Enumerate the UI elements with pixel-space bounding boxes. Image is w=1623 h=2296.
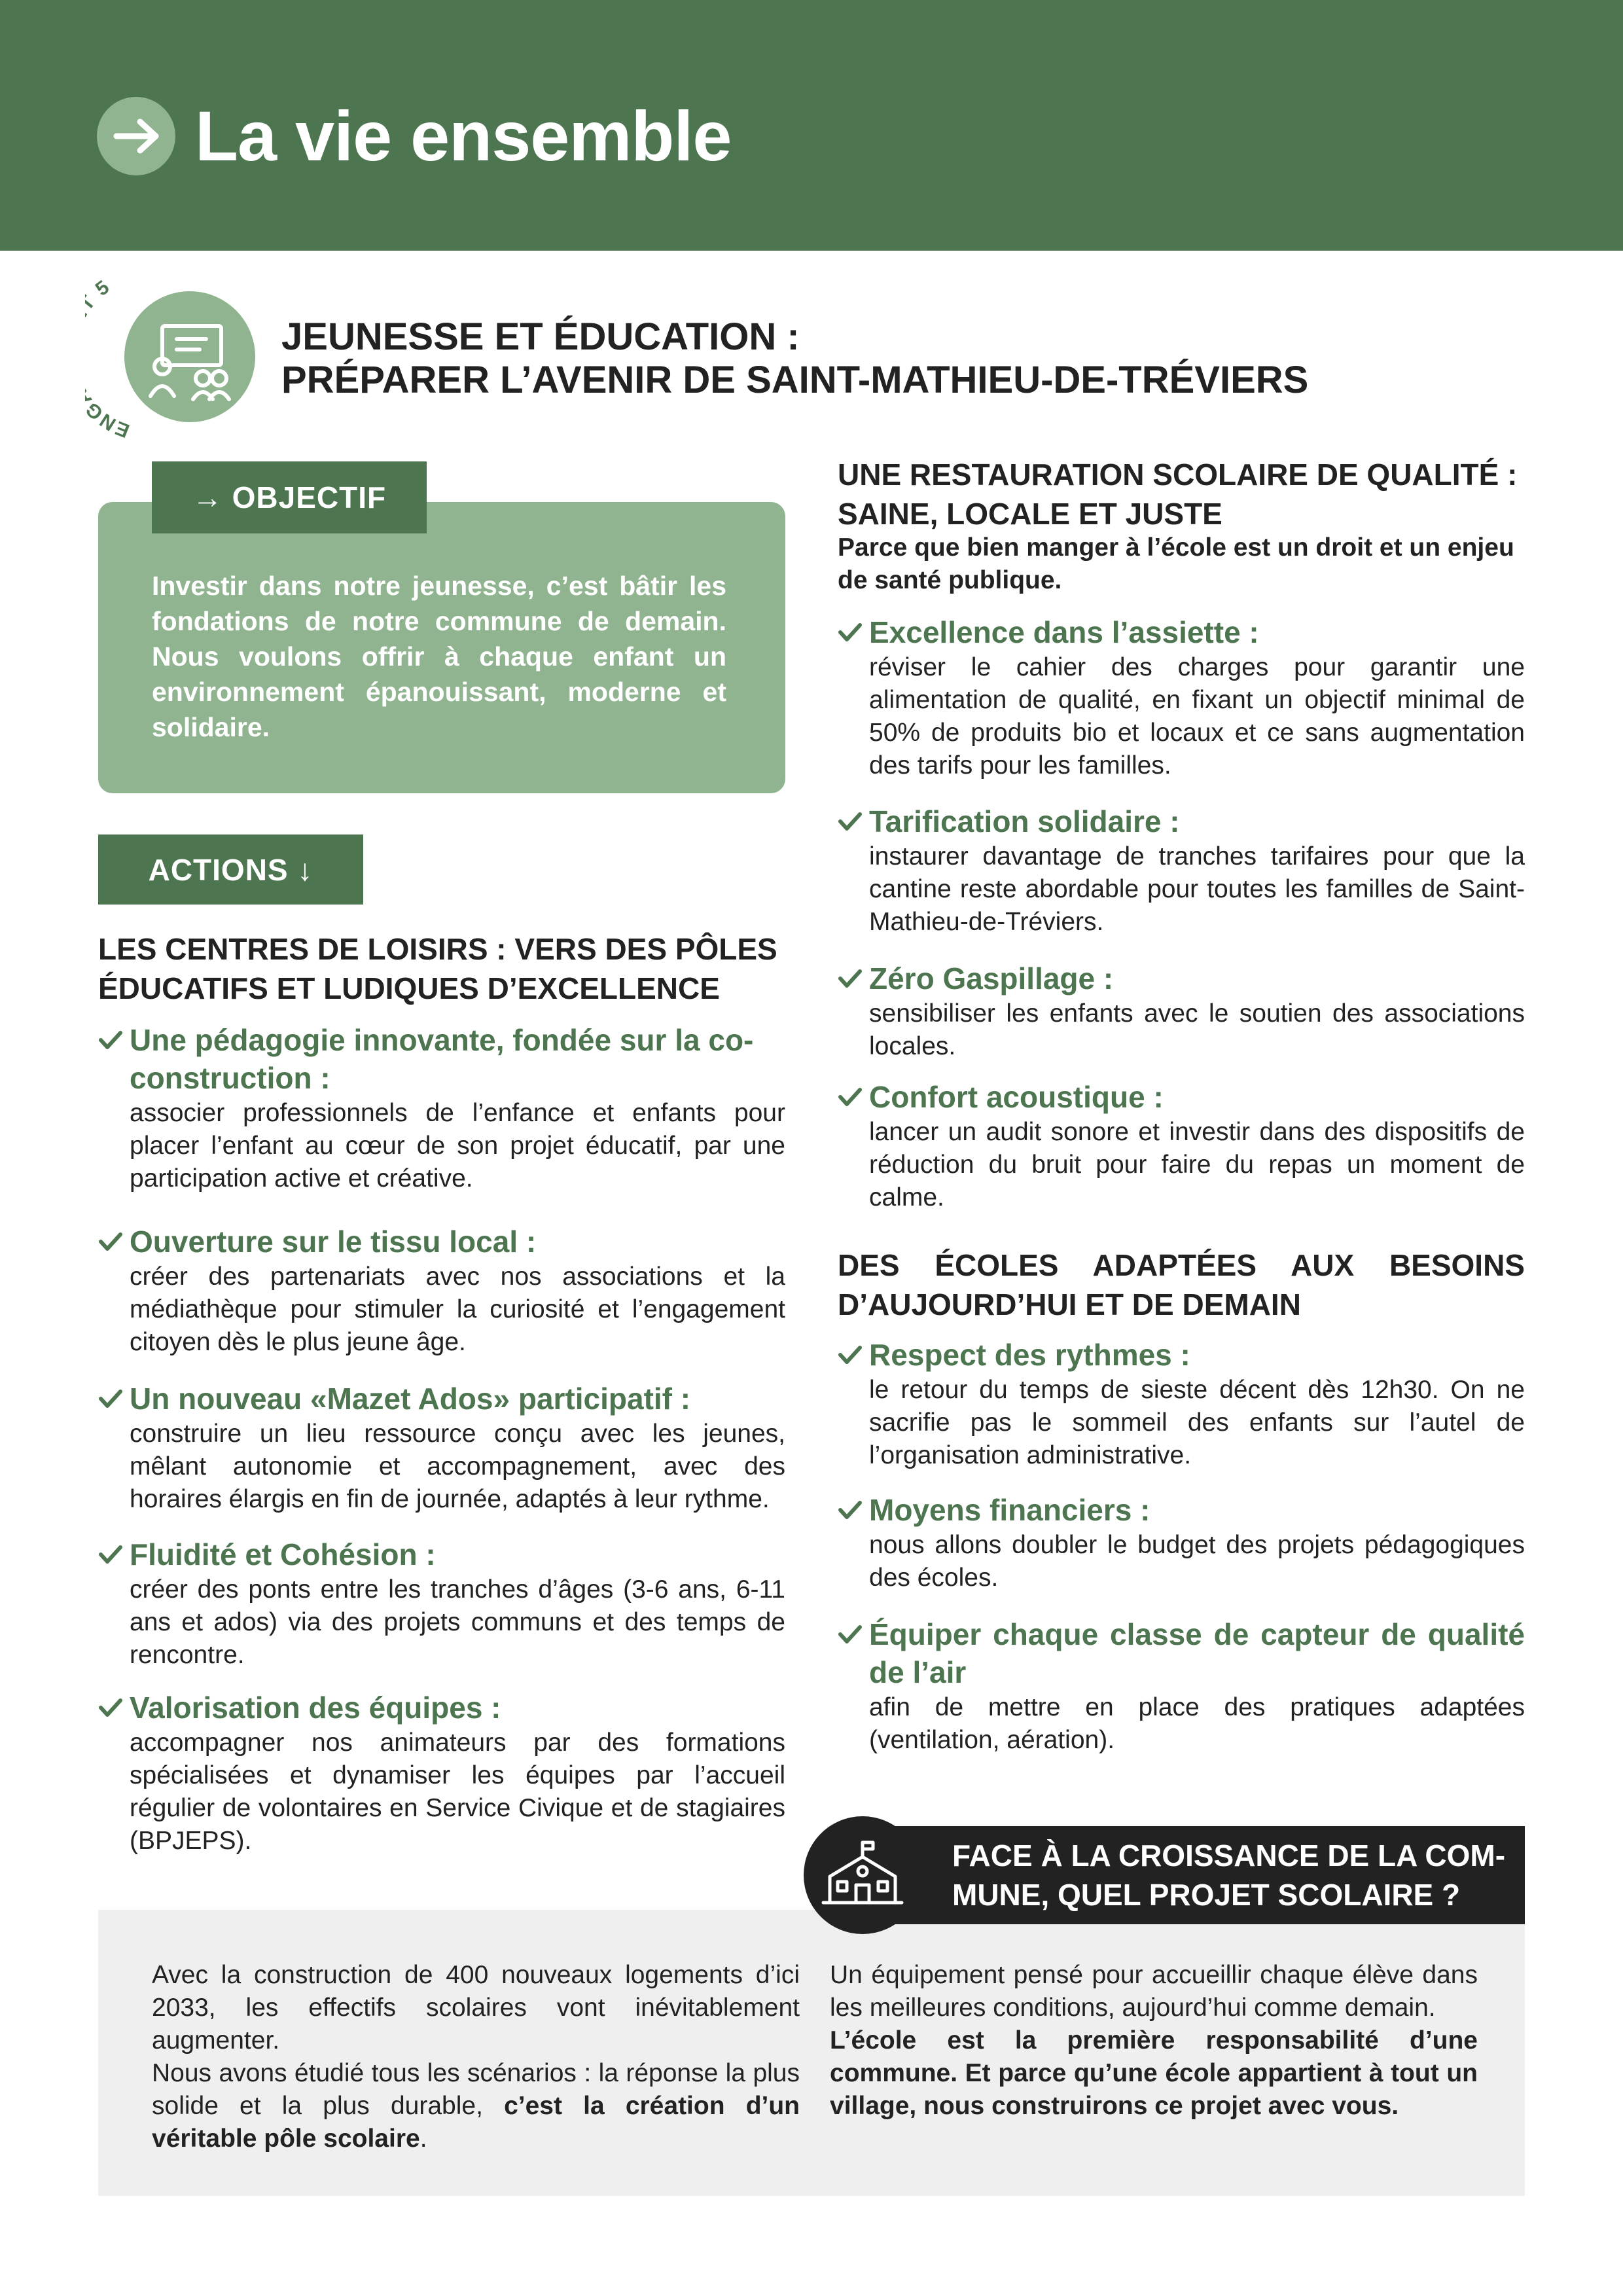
callout-circle [804,1816,921,1934]
left-heading: LES CENTRES DE LOISIRS : VERS DES PÔLES ÉDUCATIFS ET LUDIQUES D’EXCELLENCE [98,932,777,1005]
check-icon [838,1622,863,1647]
page-title: La vie ensemble [195,96,732,175]
objective-tag: → OBJECTIF [152,461,427,533]
list-item: Confort acoustique : lancer un audit sonore et investir dans des dispositifs de réduction du bruit pour faire du repas un moment de calme. [838,1078,1525,1214]
right-heading-2: DES ÉCOLES ADAPTÉES AUX BESOINS D’AUJOURD’HUI ET DE DEMAIN [838,1248,1525,1321]
right-heading-1: UNE RESTAURATION SCOLAIRE DE QUALITÉ : SAINE, LOCALE ET JUSTE [838,457,1518,531]
list-item: Excellence dans l’assiette : réviser le cahier des charges pour garantir une alimentation de qualité, en fixant un objectif minimal de 50% de produits bio et locaux et ce sans augmentation des tarifs pour les familles. [838,613,1525,782]
section-title: JEUNESSE ET ÉDUCATION : PRÉPARER L’AVENIR DE SAINT-MATHIEU-DE-TRÉVIERS [281,315,1309,401]
list-item: Fluidité et Cohésion : créer des ponts entre les tranches d’âges (3-6 ans, 6-11 ans et ados) via des projets communs et des temps de rencontre. [98,1535,785,1672]
actions-tag: ACTIONS ↓ [98,834,363,905]
callout-title: FACE À LA CROISSANCE DE LA COM- MUNE, QUEL PROJET SCOLAIRE ? [952,1839,1506,1912]
check-icon [838,809,863,834]
list-item: Ouverture sur le tissu local : créer des partenariats avec nos associations et la médiathèque pour stimuler la curiosité et l’engagement citoyen dès le plus jeune âge. [98,1223,785,1359]
check-icon [98,1386,123,1411]
list-item: Respect des rythmes : le retour du temps de sieste décent dès 12h30. On ne sacrifie pas le sommeil des enfants sur l’autel de l’organisation administrative. [838,1336,1525,1472]
check-icon [838,966,863,991]
school-building-icon [804,1816,921,1934]
objective-text: Investir dans notre jeunesse, c’est bâtir les fondations de notre commune de demain. Nous voulons offrir à chaque enfant un environnement épanouissant, moderne et solidaire. [152,571,726,742]
bottom-right-text: Un équipement pensé pour accueillir chaque élève dans les meilleures conditions, aujourd’hui comme demain. L’école est la première responsabilité d’une commune. Et parce qu’une école appartient à tout un village, nous construirons ce projet avec vous. [830,1961,1478,2120]
check-icon [98,1542,123,1567]
list-item: Un nouveau «Mazet Ados» participatif : construire un lieu ressource conçu avec les jeunes, mêlant autonomie et accompagnement, avec des horaires élargis en fin de journée, adaptés à leur rythme. [98,1380,785,1516]
check-icon [838,1342,863,1367]
engagement-badge [85,268,281,458]
list-item: Moyens financiers : nous allons doubler le budget des projets pédagogiques des écoles. [838,1491,1525,1594]
arrow-right-icon [97,97,175,175]
list-item: Une pédagogie innovante, fondée sur la co-construction : associer professionnels de l’enfance et enfants pour placer l’enfant au cœur de son projet éducatif, par une participation active et créative. [98,1021,785,1195]
list-item: Valorisation des équipes : accompagner nos animateurs par des formations spécialisées et dynamiser les équipes par l’accueil régulier de volontaires en Service Civique et de stagiaires (BPJEPS). [98,1689,785,1857]
engagement-label: EN 5 [91,276,133,442]
list-item: Tarification solidaire : instaurer davantage de tranches tarifaires pour que la cantine reste abordable pour toutes les familles de Saint-Mathieu-de-Tréviers. [838,802,1525,939]
check-icon [98,1695,123,1720]
check-icon [838,620,863,645]
list-item: Équiper chaque classe de capteur de qualité de l’air afin de mettre en place des pratiques adaptées (ventilation, aération). [838,1615,1525,1757]
right-subheading-1: Parce que bien manger à l’école est un droit et un enjeu de santé publique. [838,533,1514,594]
check-icon [838,1498,863,1522]
list-item: Zéro Gaspillage : sensibiliser les enfants avec le soutien des associations locales. [838,960,1525,1063]
bottom-left-text: Avec la construction de 400 nouveaux logements d’ici 2033, les effectifs scolaires vont inévitablement augmenter. Nous avons étudié tous les scénarios : la réponse la plus solide et la plus durable, c’est la création d’un véritable pôle scolaire. [152,1961,800,2153]
check-icon [838,1085,863,1109]
check-icon [98,1028,123,1052]
check-icon [98,1229,123,1254]
